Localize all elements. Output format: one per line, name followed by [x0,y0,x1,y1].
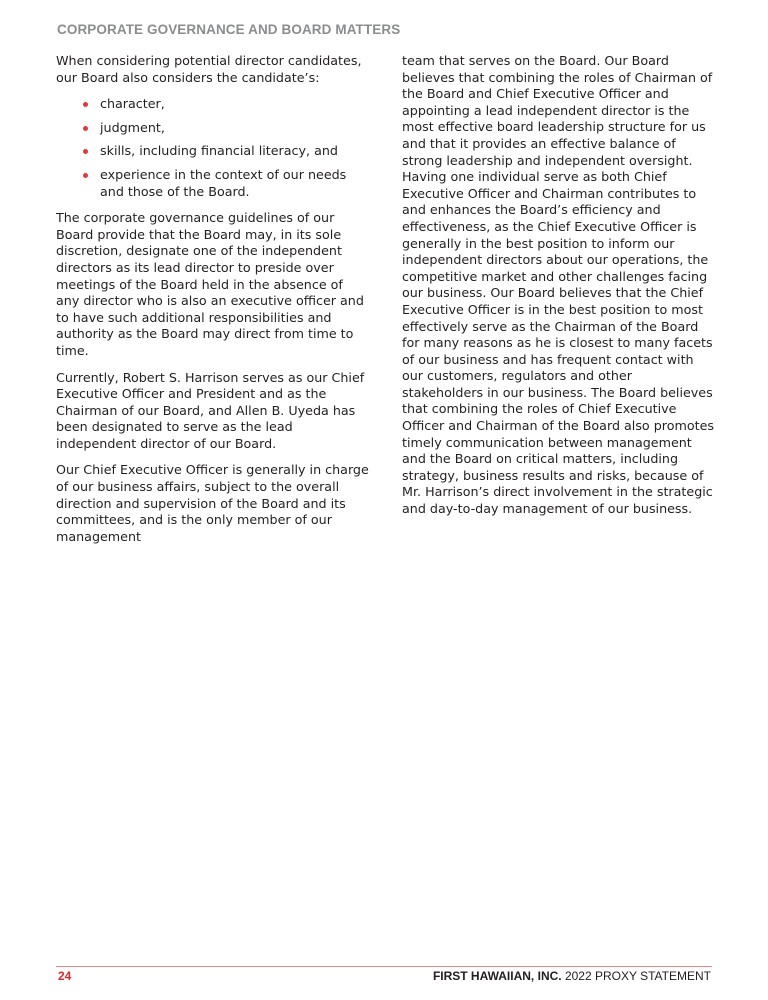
page-number: 24 [58,969,72,983]
list-item [56,167,369,200]
left-column [56,53,369,555]
section-header: CORPORATE GOVERNANCE AND BOARD MATTERS [57,22,401,37]
footer-title [433,969,711,983]
bullet-icon [83,173,88,178]
list-item-text: judgment, [100,119,165,135]
document-name: 2022 PROXY STATEMENT [564,969,711,983]
list-item-text: experience in the context of our needs and those of the Board. [100,166,347,199]
ceo-role-paragraph: Our Chief Executive Officer is generally in charge of our business affairs, subject to the overall direction and supervision of the Board and its committees, and is the only member of our management [56,462,369,544]
board-structure-paragraph: team that serves on the Board. Our Board believes that combining the roles of Chairman of the Board and Chief Executive Officer and appointing a lead independent director is the most effective board leadership structure for us and that it provides an effective balance of strong leadership and independent oversight. Having one individual serve as both Chief Executive Officer and Chairman contributes to and enhances the Board’s efficiency and effectiveness, as the Chief Executive Officer is generally in the best position to inform our independent directors about our operations, the competitive market and other challenges facing our business. Our Board believes that the Chief Executive Officer is in the best position to most effectively serve as the Chairman of the Board for many reasons as he is closest to many facets of our business and has frequent contact with our customers, regulators and other stakeholders in our business. The Board believes that combining the roles of Chief Executive Officer and Chairman of the Board also promotes timely communication between management and the Board on critical matters, including strategy, business results and risks, because of Mr. Harrison’s direct involvement in the strategic and day-to-day management of our business. [402,53,714,517]
leadership-paragraph: Currently, Robert S. Harrison serves as our Chief Executive Officer and President and as the Chairman of our Board, and Allen B. Uyeda has been designated to serve as the lead independent director of our Board. [56,369,365,451]
lead-director-paragraph: The corporate governance guidelines of our Board provide that the Board may, in its sole discretion, designate one of the independent directors as its lead director to preside over meetings of the Board held in the absence of any director who is also an executive officer and to have such additional responsibilities and authority as the Board may direct from time to time. [56,210,364,358]
list-item [56,143,369,160]
list-item [56,120,369,137]
list-item [56,96,369,113]
intro-paragraph: When considering potential director candidates, our Board also considers the candidate’s: [56,53,362,85]
bullet-icon [83,126,88,131]
list-item-text: character, [100,96,165,112]
company-name: FIRST HAWAIIAN, INC. [432,969,562,983]
footer-divider [56,966,712,967]
bullet-icon [83,149,88,154]
candidate-criteria-list [56,96,369,200]
right-column [402,53,715,528]
bullet-icon [83,102,88,107]
list-item-text: skills, including financial literacy, and [100,143,338,159]
